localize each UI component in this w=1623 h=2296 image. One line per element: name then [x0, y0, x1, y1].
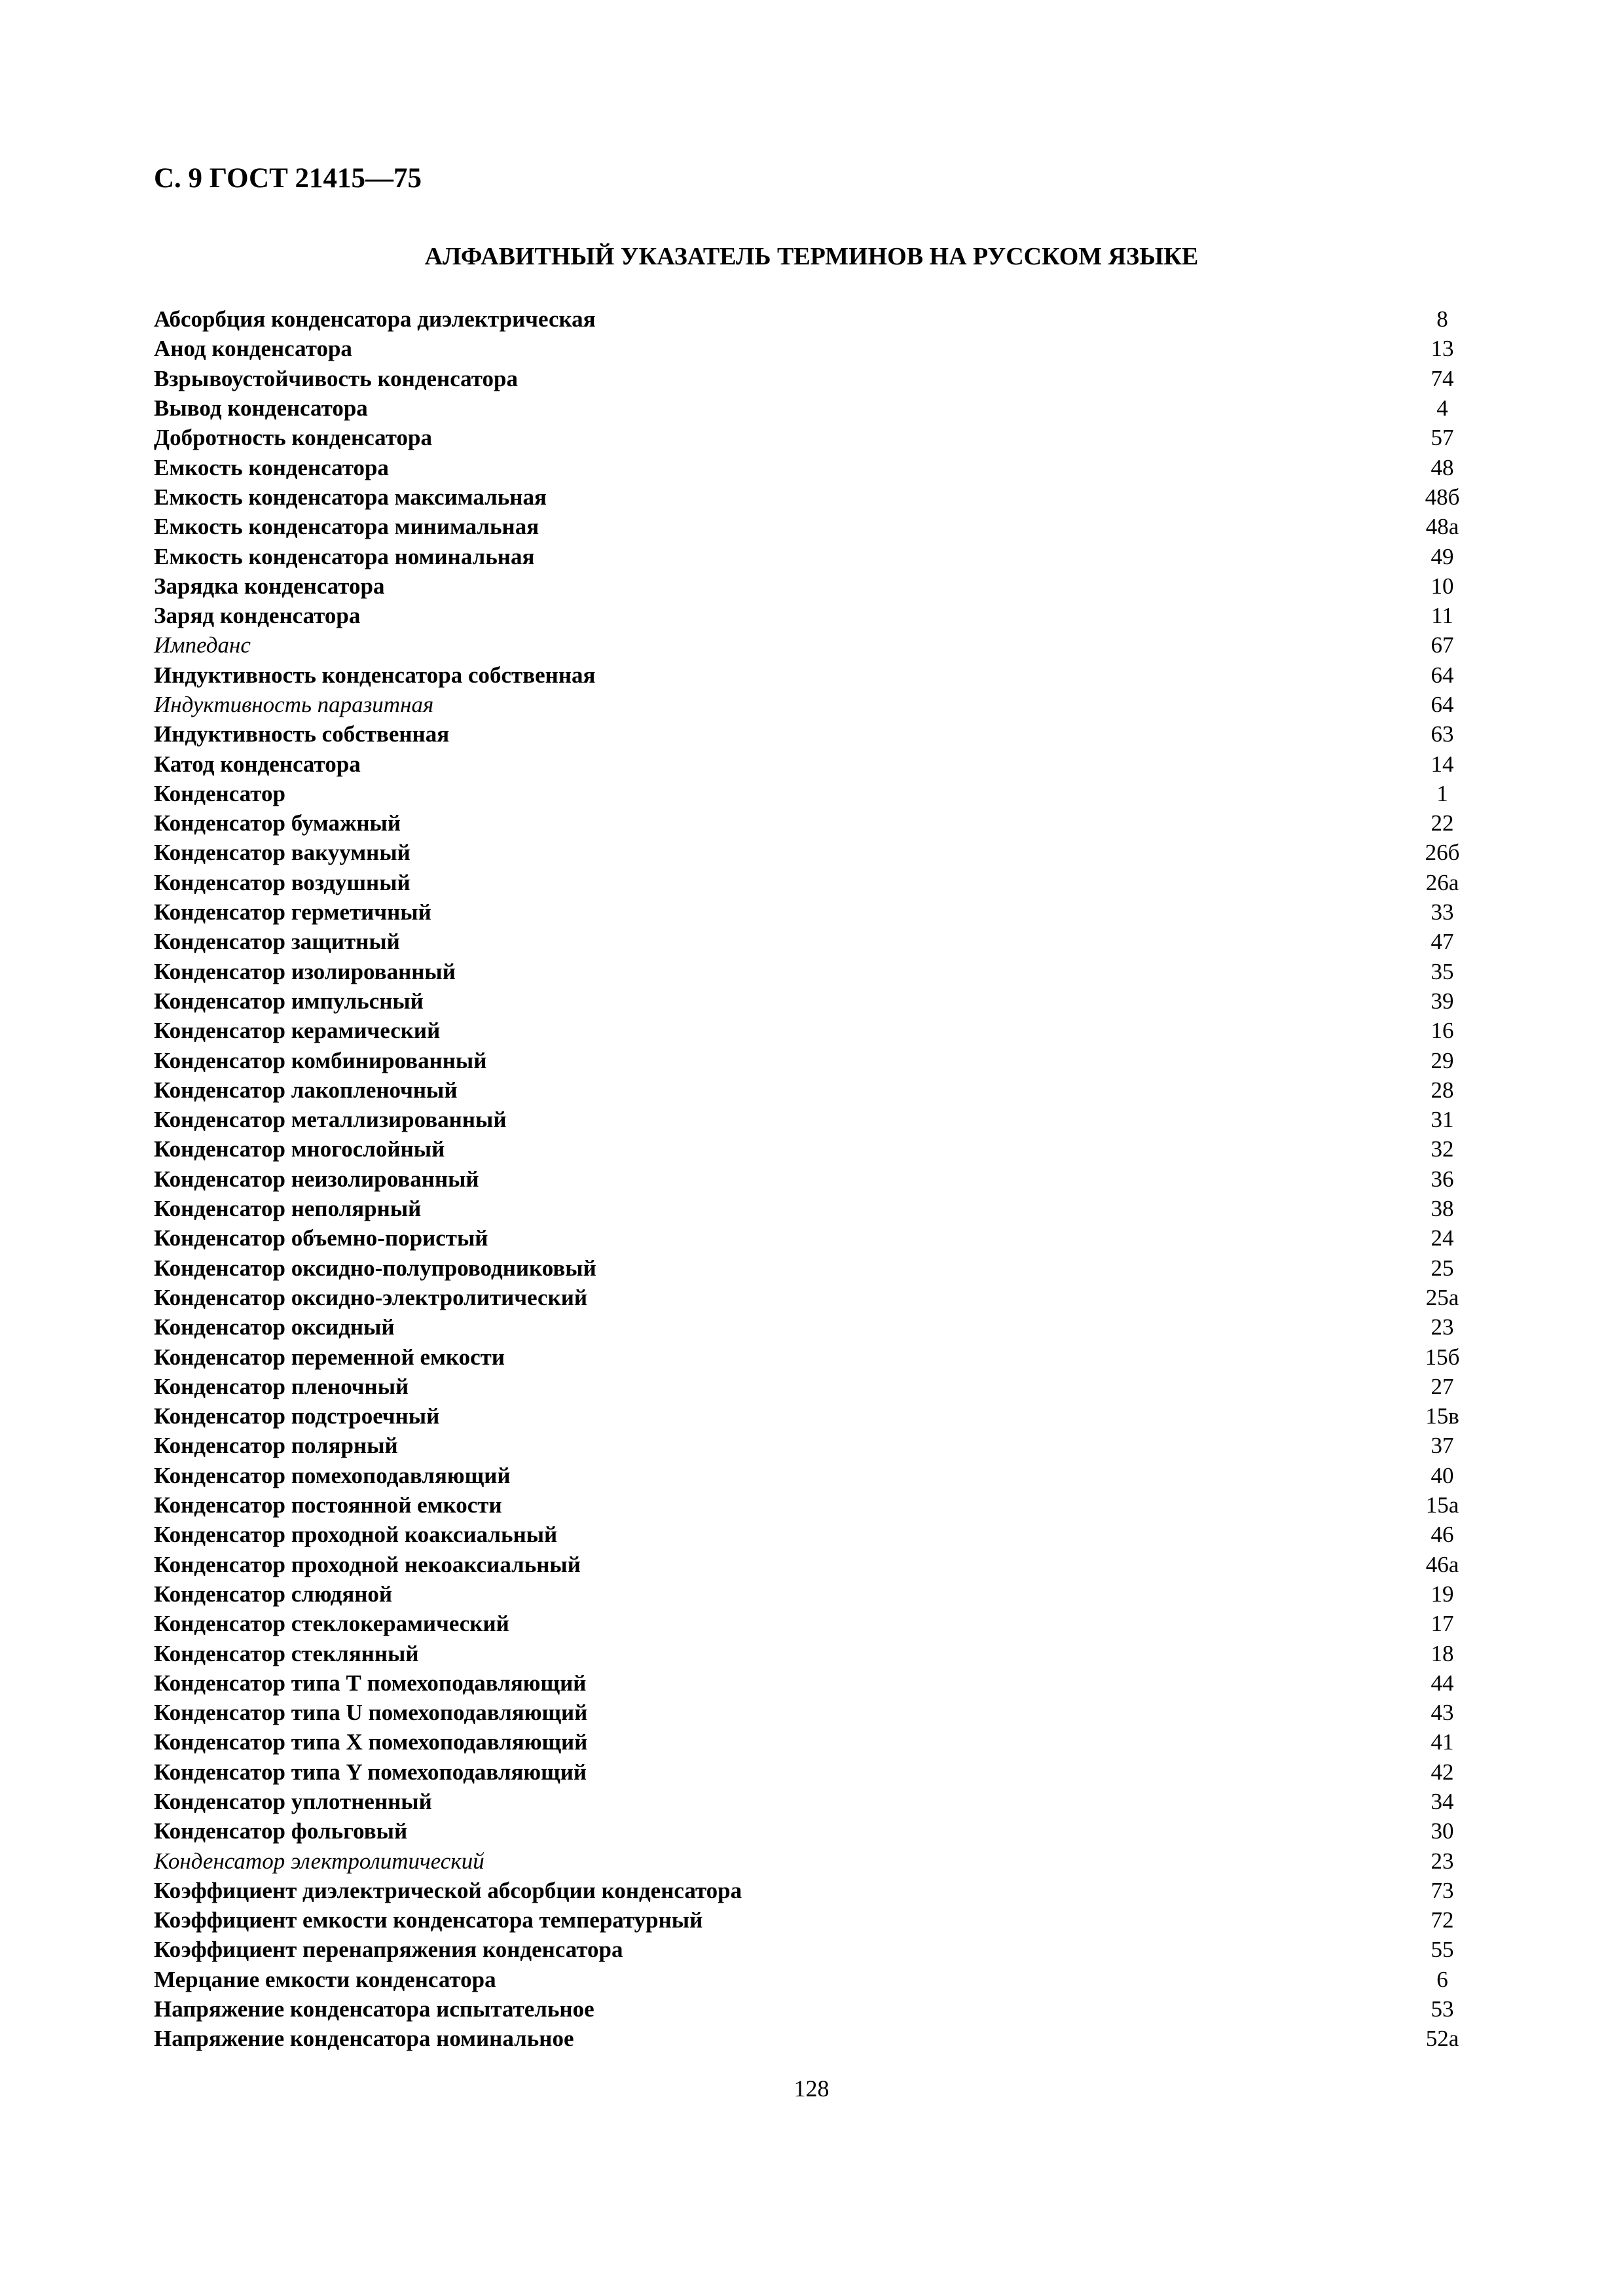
index-term: Индуктивность конденсатора собственная [154, 662, 596, 688]
index-term: Мерцание емкости конденсатора [154, 1966, 496, 1992]
index-ref: 14 [1431, 751, 1454, 777]
index-ref: 27 [1431, 1373, 1454, 1399]
index-term: Конденсатор бумажный [154, 810, 401, 836]
index-ref: 26б [1425, 840, 1460, 866]
index-term: Коэффициент емкости конденсатора температурный [154, 1907, 703, 1933]
index-entry [154, 1638, 1468, 1668]
index-entry [154, 838, 1468, 867]
index-ref: 23 [1431, 1848, 1454, 1874]
index-entry [154, 1461, 1468, 1490]
index-term: Емкость конденсатора [154, 454, 389, 480]
index-term: Конденсатор герметичный [154, 899, 431, 925]
index-ref: 11 [1431, 603, 1453, 629]
index-term: Конденсатор защитный [154, 929, 400, 955]
index-entry [154, 393, 1468, 423]
index-entry [154, 868, 1468, 897]
index-entry [154, 1490, 1468, 1520]
index-entry [154, 452, 1468, 482]
index-term: Конденсатор уплотненный [154, 1788, 432, 1814]
index-term: Коэффициент диэлектрической абсорбции конденсатора [154, 1877, 742, 1903]
index-term: Конденсатор типа Х помехоподавляющий [154, 1729, 588, 1755]
index-term: Конденсатор проходной некоаксиальный [154, 1551, 581, 1577]
index-ref: 55 [1431, 1937, 1454, 1963]
index-entry [154, 897, 1468, 927]
index-ref: 29 [1431, 1047, 1454, 1073]
index-ref: 57 [1431, 425, 1454, 451]
index-term: Анод конденсатора [154, 336, 352, 362]
index-term: Вывод конденсатора [154, 395, 368, 422]
index-ref: 15в [1425, 1403, 1459, 1429]
index-entry [154, 808, 1468, 838]
index-ref: 1 [1436, 780, 1448, 806]
index-entry [154, 1253, 1468, 1283]
index-ref: 52а [1425, 2026, 1459, 2052]
index-term: Конденсатор многослойный [154, 1136, 445, 1162]
index-entry [154, 1668, 1468, 1698]
index-entry [154, 719, 1468, 749]
index-entry [154, 601, 1468, 630]
index-entry [154, 1727, 1468, 1757]
index-ref: 37 [1431, 1433, 1454, 1459]
index-entry [154, 1342, 1468, 1371]
index-ref: 46а [1425, 1551, 1459, 1577]
index-entry [154, 571, 1468, 601]
index-term: Конденсатор слюдяной [154, 1581, 393, 1607]
index-term: Конденсатор проходной коаксиальный [154, 1522, 558, 1548]
index-entry [154, 364, 1468, 393]
index-entry [154, 512, 1468, 541]
index-ref: 48а [1425, 514, 1459, 540]
page-header: С. 9 ГОСТ 21415—75 [154, 163, 422, 194]
index-entry [154, 1549, 1468, 1579]
index-ref: 24 [1431, 1225, 1454, 1251]
index-term: Катод конденсатора [154, 751, 361, 777]
index-entry [154, 927, 1468, 956]
index-entry [154, 1935, 1468, 1964]
index-term: Конденсатор воздушный [154, 869, 410, 895]
index-entry [154, 749, 1468, 778]
index-ref: 48б [1425, 484, 1460, 510]
index-entry [154, 1609, 1468, 1638]
index-term: Заряд конденсатора [154, 603, 361, 629]
index-term: Конденсатор оксидный [154, 1314, 395, 1340]
index-ref: 17 [1431, 1611, 1454, 1637]
index-ref: 4 [1436, 395, 1448, 422]
index-ref: 15б [1425, 1344, 1460, 1370]
index-entry [154, 957, 1468, 986]
index-entry [154, 1905, 1468, 1935]
index-term: Добротность конденсатора [154, 425, 432, 451]
index-entry [154, 630, 1468, 660]
index-term: Зарядка конденсатора [154, 573, 385, 599]
index-ref: 48 [1431, 454, 1454, 480]
index-ref: 32 [1431, 1136, 1454, 1162]
index-entry [154, 1105, 1468, 1134]
index-ref: 19 [1431, 1581, 1454, 1607]
index-term: Конденсатор подстроечный [154, 1403, 440, 1429]
index-ref: 46 [1431, 1522, 1454, 1548]
index-term: Взрывоустойчивость конденсатора [154, 365, 518, 391]
index-ref: 36 [1431, 1166, 1454, 1192]
index-entry [154, 1401, 1468, 1431]
index-term: Емкость конденсатора минимальная [154, 514, 539, 540]
index-ref: 41 [1431, 1729, 1454, 1755]
index-title: АЛФАВИТНЫЙ УКАЗАТЕЛЬ ТЕРМИНОВ НА РУССКОМ ЯЗЫКЕ [424, 243, 1199, 270]
index-term: Конденсатор стеклянный [154, 1640, 419, 1666]
index-entry [154, 1520, 1468, 1549]
index-ref: 44 [1431, 1670, 1454, 1696]
index-entry [154, 1816, 1468, 1846]
index-term: Напряжение конденсатора испытательное [154, 1996, 594, 2022]
index-entry [154, 1579, 1468, 1609]
index-term: Конденсатор импульсный [154, 988, 424, 1014]
index-term: Конденсатор помехоподавляющий [154, 1462, 511, 1488]
index-term: Конденсатор неизолированный [154, 1166, 479, 1192]
page-number: 128 [793, 2075, 830, 2102]
index-ref: 15а [1425, 1492, 1459, 1518]
index-term: Конденсатор стеклокерамический [154, 1611, 509, 1637]
index-term: Конденсатор постоянной емкости [154, 1492, 502, 1518]
index-entry [154, 1134, 1468, 1164]
index-ref: 35 [1431, 958, 1454, 984]
index-term: Конденсатор комбинированный [154, 1047, 487, 1073]
index-term: Импеданс [154, 632, 251, 658]
index-ref: 6 [1436, 1966, 1448, 1992]
index-entry [154, 423, 1468, 452]
index-ref: 53 [1431, 1996, 1454, 2022]
index-ref: 23 [1431, 1314, 1454, 1340]
index-ref: 25а [1425, 1284, 1459, 1310]
index-ref: 49 [1431, 543, 1454, 569]
index-ref: 34 [1431, 1788, 1454, 1814]
index-entry [154, 1283, 1468, 1312]
index-ref: 47 [1431, 929, 1454, 955]
index-entry [154, 690, 1468, 719]
index-entry [154, 1045, 1468, 1075]
index-list [154, 304, 1468, 2054]
index-entry [154, 541, 1468, 571]
index-ref: 43 [1431, 1700, 1454, 1726]
index-ref: 8 [1436, 306, 1448, 332]
index-term: Конденсатор вакуумный [154, 840, 410, 866]
index-ref: 26а [1425, 869, 1459, 895]
index-term: Коэффициент перенапряжения конденсатора [154, 1937, 623, 1963]
index-ref: 33 [1431, 899, 1454, 925]
index-ref: 13 [1431, 336, 1454, 362]
index-term: Конденсатор типа Т помехоподавляющий [154, 1670, 587, 1696]
index-term: Конденсатор объемно-пористый [154, 1225, 488, 1251]
index-ref: 16 [1431, 1018, 1454, 1044]
index-ref: 74 [1431, 365, 1454, 391]
index-ref: 18 [1431, 1640, 1454, 1666]
index-term: Индуктивность паразитная [154, 692, 434, 717]
index-entry [154, 1846, 1468, 1875]
index-entry [154, 1223, 1468, 1253]
index-ref: 64 [1431, 662, 1454, 688]
index-entry [154, 1075, 1468, 1105]
index-term: Емкость конденсатора максимальная [154, 484, 547, 510]
index-entry [154, 1787, 1468, 1816]
index-term: Конденсатор [154, 780, 285, 806]
index-ref: 73 [1431, 1877, 1454, 1903]
index-entry [154, 1312, 1468, 1342]
index-entry [154, 334, 1468, 363]
index-term: Конденсатор керамический [154, 1018, 441, 1044]
index-term: Конденсатор оксидно-полупроводниковый [154, 1255, 596, 1281]
index-term: Конденсатор оксидно-электролитический [154, 1284, 588, 1310]
index-entry [154, 1164, 1468, 1194]
index-term: Конденсатор лакопленочный [154, 1077, 458, 1103]
index-ref: 28 [1431, 1077, 1454, 1103]
index-entry [154, 1876, 1468, 1905]
index-term: Напряжение конденсатора номинальное [154, 2026, 574, 2052]
index-ref: 22 [1431, 810, 1454, 836]
index-ref: 64 [1431, 692, 1454, 717]
index-term: Конденсатор электролитический [154, 1848, 484, 1874]
index-entry [154, 1372, 1468, 1401]
index-entry [154, 779, 1468, 808]
index-term: Емкость конденсатора номинальная [154, 543, 535, 569]
index-ref: 31 [1431, 1107, 1454, 1133]
index-entry [154, 660, 1468, 690]
index-ref: 72 [1431, 1907, 1454, 1933]
index-entry [154, 1698, 1468, 1727]
index-ref: 42 [1431, 1759, 1454, 1785]
index-term: Конденсатор типа U помехоподавляющий [154, 1700, 588, 1726]
index-ref: 67 [1431, 632, 1454, 658]
index-entry [154, 1965, 1468, 1994]
index-term: Абсорбция конденсатора диэлектрическая [154, 306, 596, 332]
index-ref: 10 [1431, 573, 1454, 599]
index-entry [154, 1431, 1468, 1460]
index-ref: 63 [1431, 721, 1454, 747]
index-term: Конденсатор изолированный [154, 958, 456, 984]
index-term: Конденсатор пленочный [154, 1373, 409, 1399]
index-term: Конденсатор фольговый [154, 1818, 408, 1844]
index-entry [154, 1194, 1468, 1223]
index-term: Конденсатор типа Y помехоподавляющий [154, 1759, 587, 1785]
index-term: Конденсатор полярный [154, 1433, 398, 1459]
index-term: Конденсатор металлизированный [154, 1107, 507, 1133]
index-ref: 39 [1431, 988, 1454, 1014]
index-term: Конденсатор неполярный [154, 1196, 422, 1222]
index-ref: 40 [1431, 1462, 1454, 1488]
index-entry [154, 1994, 1468, 2024]
index-ref: 30 [1431, 1818, 1454, 1844]
index-entry [154, 2024, 1468, 2053]
index-term: Конденсатор переменной емкости [154, 1344, 505, 1370]
index-entry [154, 1757, 1468, 1787]
index-entry [154, 304, 1468, 334]
index-entry [154, 482, 1468, 512]
index-ref: 38 [1431, 1196, 1454, 1222]
index-term: Индуктивность собственная [154, 721, 450, 747]
index-entry [154, 1016, 1468, 1045]
index-entry [154, 986, 1468, 1016]
index-ref: 25 [1431, 1255, 1454, 1281]
